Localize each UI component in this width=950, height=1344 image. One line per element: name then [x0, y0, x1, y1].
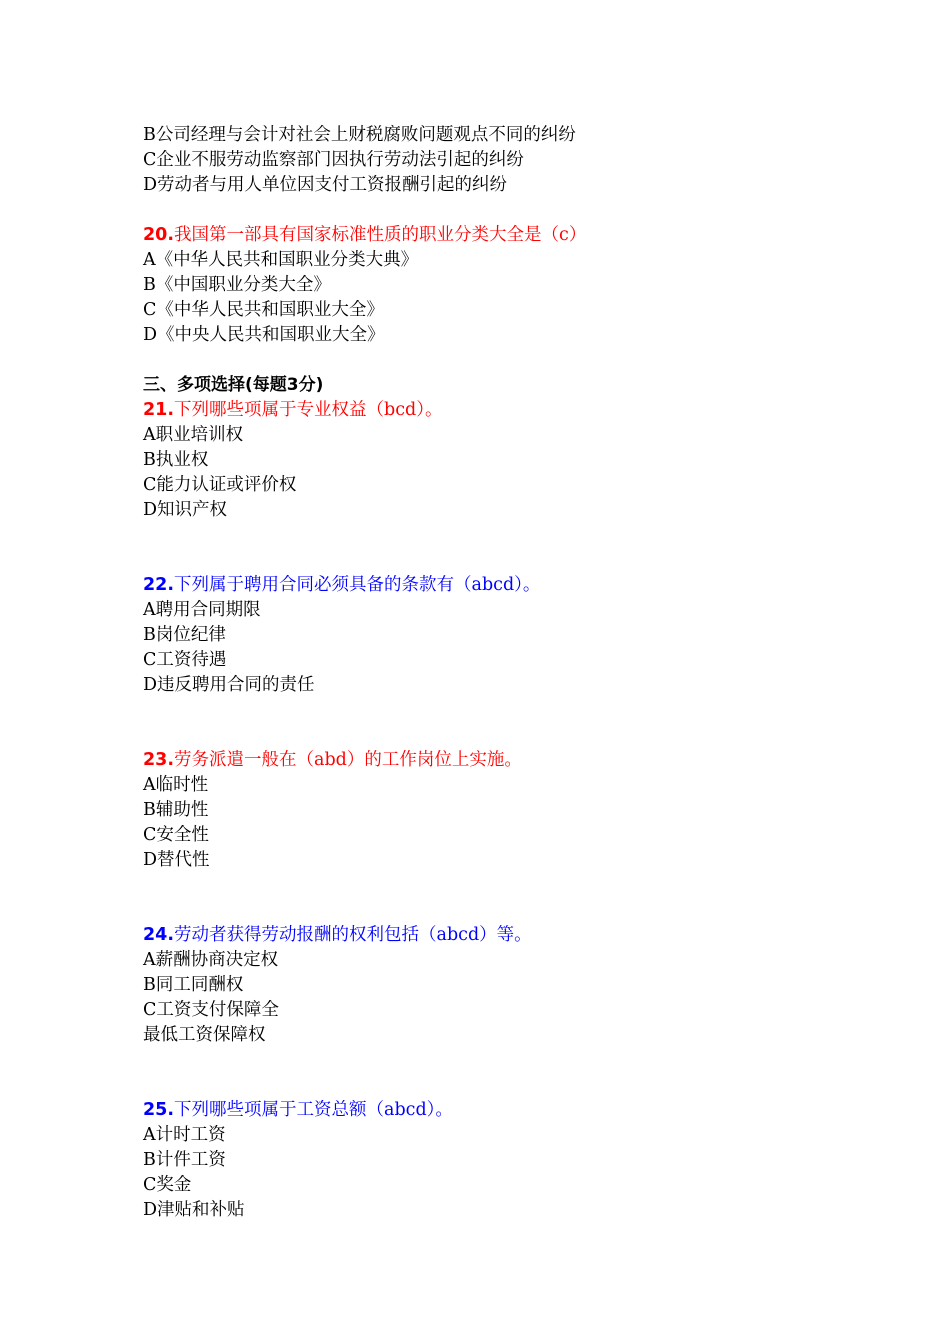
- option-line: C《中华人民共和国职业大全》: [143, 300, 384, 320]
- question-23: [143, 748, 843, 773]
- question-number: 20.: [143, 225, 175, 245]
- option-line: A《中华人民共和国职业分类大典》: [143, 250, 419, 270]
- option-line: D知识产权: [143, 500, 228, 520]
- question-number: 21.: [143, 400, 175, 420]
- option-line: D津贴和补贴: [143, 1200, 245, 1220]
- section-heading: 三、多项选择(每题3分): [143, 375, 324, 395]
- question-text: 劳动者获得劳动报酬的权利包括（abcd）等。: [174, 925, 532, 945]
- question-number: 25.: [143, 1100, 175, 1120]
- option-line: B公司经理与会计对社会上财税腐败问题观点不同的纠纷: [143, 125, 576, 145]
- question-text: 我国第一部具有国家标准性质的职业分类大全是（c）: [174, 225, 587, 245]
- option-line: B执业权: [143, 450, 209, 470]
- option-line: D替代性: [143, 850, 210, 870]
- document-page: [143, 123, 843, 1223]
- option-line: B同工同酬权: [143, 975, 244, 995]
- question-21: [143, 398, 843, 423]
- option-line: C奖金: [143, 1175, 192, 1195]
- option-line: B计件工资: [143, 1150, 226, 1170]
- option-line: D劳动者与用人单位因支付工资报酬引起的纠纷: [143, 175, 508, 195]
- question-25: [143, 1098, 843, 1123]
- option-line: B岗位纪律: [143, 625, 226, 645]
- option-line: 最低工资保障权: [143, 1025, 266, 1045]
- question-text: 劳务派遣一般在（abd）的工作岗位上实施。: [174, 750, 522, 770]
- question-text: 下列属于聘用合同必须具备的条款有（abcd）。: [174, 575, 541, 595]
- option-line: A职业培训权: [143, 425, 244, 445]
- question-20: [143, 223, 843, 248]
- question-number: 22.: [143, 575, 175, 595]
- option-line: A薪酬协商决定权: [143, 950, 279, 970]
- option-line: A临时性: [143, 775, 209, 795]
- option-line: C工资待遇: [143, 650, 227, 670]
- option-line: B《中国职业分类大全》: [143, 275, 331, 295]
- option-line: B辅助性: [143, 800, 209, 820]
- option-line: C企业不服劳动监察部门因执行劳动法引起的纠纷: [143, 150, 524, 170]
- option-line: D《中央人民共和国职业大全》: [143, 325, 385, 345]
- option-line: C安全性: [143, 825, 209, 845]
- option-line: A计时工资: [143, 1125, 226, 1145]
- question-text: 下列哪些项属于专业权益（bcd）。: [174, 400, 443, 420]
- question-22: [143, 573, 843, 598]
- option-line: C工资支付保障全: [143, 1000, 279, 1020]
- question-number: 23.: [143, 750, 175, 770]
- option-line: D违反聘用合同的责任: [143, 675, 315, 695]
- question-number: 24.: [143, 925, 175, 945]
- question-text: 下列哪些项属于工资总额（abcd）。: [174, 1100, 453, 1120]
- option-line: C能力认证或评价权: [143, 475, 297, 495]
- option-line: A聘用合同期限: [143, 600, 261, 620]
- question-24: [143, 923, 843, 948]
